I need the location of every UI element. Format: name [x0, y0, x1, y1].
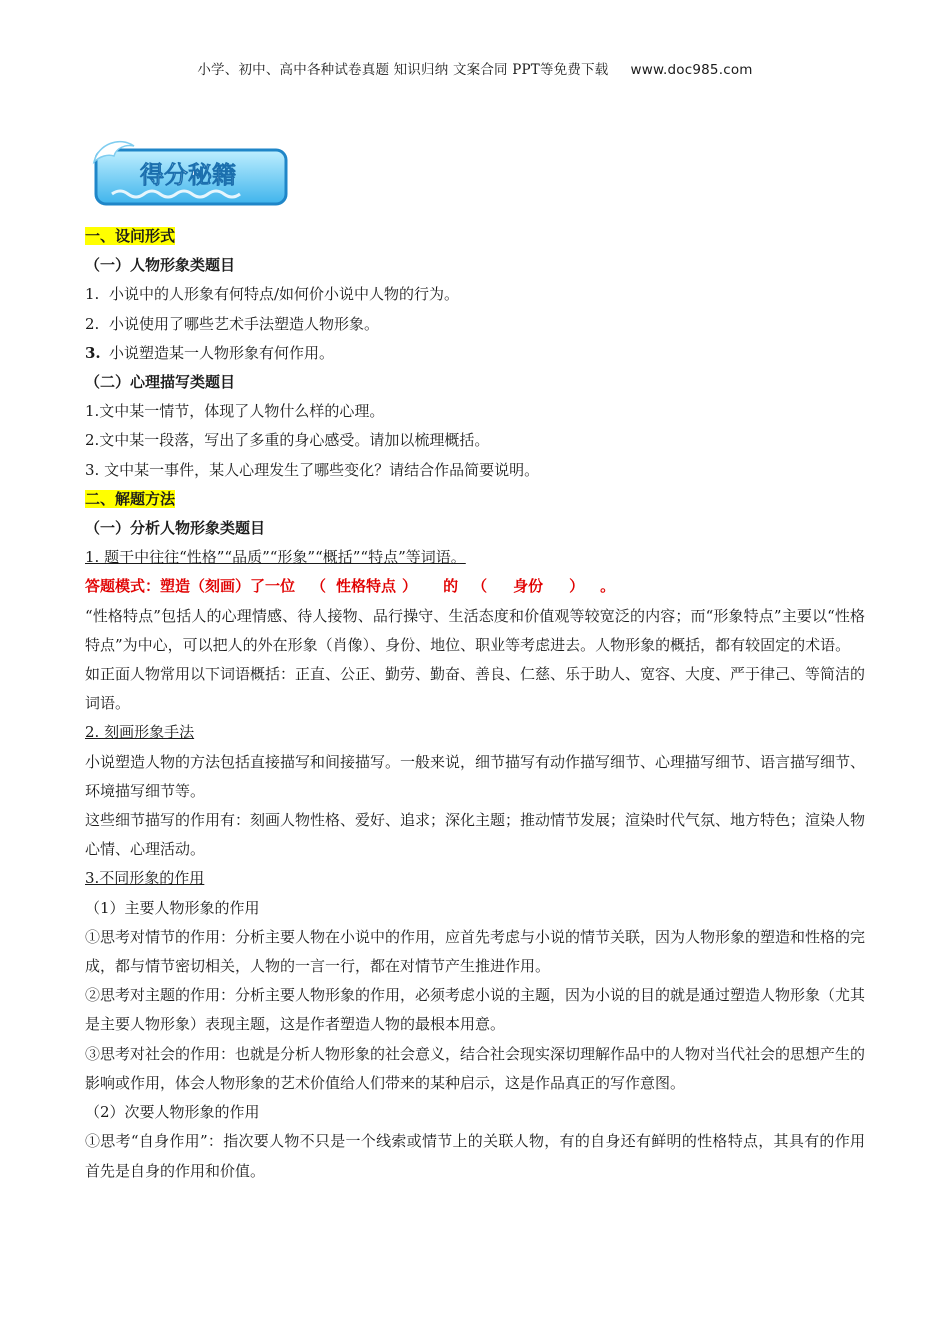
score-tips-badge	[90, 138, 290, 208]
section-1-title: 一、设问形式	[85, 227, 176, 245]
paragraph: 小说塑造人物的方法包括直接描写和间接描写。一般来说，细节描写有动作描写细节、心理描写细节、语言描写细节、环境描写细节等。	[85, 752, 866, 800]
paragraph: “性格特点”包括人的心理情感、待人接物、品行操守、生活态度和价值观等较宽泛的内容；而“形象特点”主要以“性格特点”为中心，可以把人的外在形象（肖像）、身份、地位、职业等考虑进去。人物形象的概括，都有较固定的术语。	[85, 606, 865, 654]
subsection-1-2-title: （二）心理描写类题目	[85, 373, 236, 392]
page-header	[0, 58, 950, 78]
paragraph: ③思考对社会的作用：也就是分析人物形象的社会意义，结合社会现实深切理解作品中的人物对当代社会的思想产生的影响或作用，体会人物形象的艺术价值给人们带来的某种启示，这是作品真正的写作意图。	[85, 1044, 866, 1092]
paragraph: ①思考对情节的作用：分析主要人物在小说中的作用，应首先考虑与小说的情节关联，因为人物形象的塑造和性格的完成，都与情节密切相关，人物的一言一行，都在对情节产生推进作用。	[85, 927, 866, 976]
badge-label: 得分秘籍	[140, 161, 236, 189]
paragraph: ②思考对主题的作用：分析主要人物形象的作用，必须考虑小说的主题，因为小说的目的就是通过塑造人物形象（尤其是主要人物形象）表现主题，这是作者塑造人物的最根本用意。	[85, 986, 866, 1034]
answer-mode: 答题模式：塑造（刻画）了一位 （ 性格特点 ） 的 （ 身份 ） 。	[85, 577, 616, 596]
paragraph: 如正面人物常用以下词语概括：正直、公正、勤劳、勤奋、善良、仁慈、乐于助人、宽容、大度、严于律己、等简洁的词语。	[85, 665, 866, 713]
header-text: 小学、初中、高中各种试卷真题 知识归纳 文案合同 PPT等免费下载	[197, 62, 609, 78]
subpoint-heading: （1）主要人物形象的作用	[85, 898, 260, 917]
subsection-2-1-title: （一）分析人物形象类题目	[85, 519, 266, 538]
subsection-1-1-title: （一）人物形象类题目	[85, 256, 236, 275]
list-item: 3. 文中某一事件，某人心理发生了哪些变化？请结合作品简要说明。	[85, 460, 540, 479]
list-item: 1.文中某一情节，体现了人物什么样的心理。	[85, 402, 385, 421]
paragraph: 这些细节描写的作用有：刻画人物性格、爱好、追求；深化主题；推动情节发展；渲染时代气氛、地方特色；渲染人物心情、心理活动。	[85, 811, 866, 859]
section-2-title: 二、解题方法	[85, 489, 176, 508]
point-2-heading: 2. 刻画形象手法	[85, 723, 195, 742]
paragraph: ①思考“自身作用”：指次要人物不只是一个线索或情节上的关联人物，有的自身还有鲜明的性格特点，其具有的作用首先是自身的作用和价值。	[85, 1132, 865, 1180]
list-item: 3. 小说塑造某一人物形象有何作用。	[85, 343, 335, 362]
document-body	[85, 222, 865, 1186]
point-1-text: 1. 题干中往往“性格”“品质”“形象”“概括”“特点”等词语。	[85, 548, 466, 567]
subpoint-heading: （2）次要人物形象的作用	[85, 1103, 260, 1122]
point-3-heading: 3.不同形象的作用	[85, 869, 205, 888]
header-site: www.doc985.com	[630, 62, 753, 78]
list-item: 2. 小说使用了哪些艺术手法塑造人物形象。	[85, 314, 380, 333]
list-item: 2.文中某一段落，写出了多重的身心感受。请加以梳理概括。	[85, 431, 490, 450]
list-item: 1. 小说中的人形象有何特点/如何价小说中人物的行为。	[85, 285, 460, 304]
